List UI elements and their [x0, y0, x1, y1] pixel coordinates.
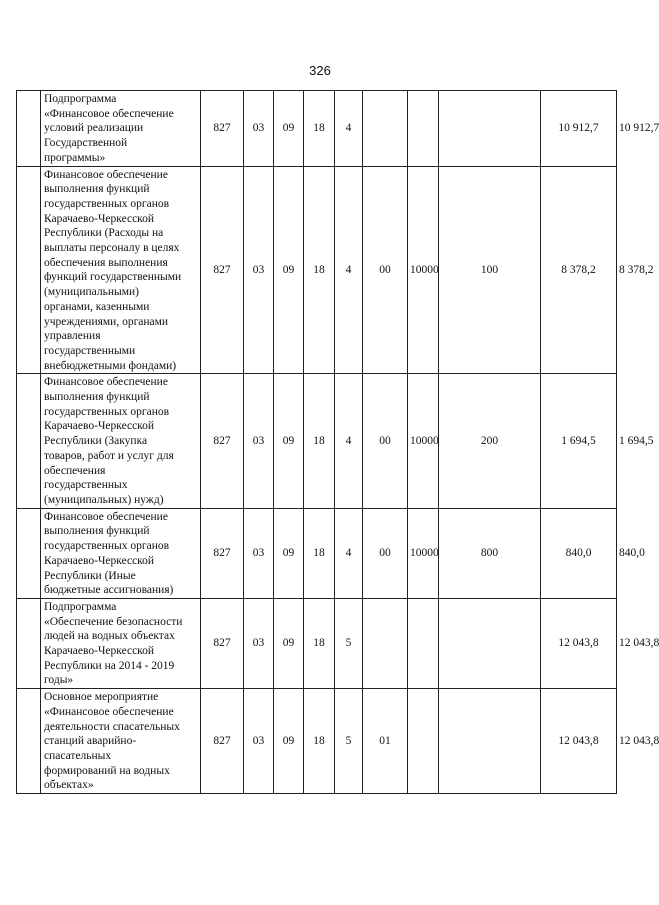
code-expense-type-cell — [439, 689, 541, 794]
item-name-line: программы» — [44, 151, 106, 164]
code-direction-cell: 10000 — [408, 166, 439, 374]
code-ved-cell: 827 — [201, 508, 244, 598]
blank-cell — [17, 166, 41, 374]
item-name-line: выполнения функций — [44, 391, 150, 404]
item-name-line: государственных органов — [44, 540, 170, 553]
item-name-line: учреждениями, органами — [44, 315, 169, 328]
code-subprogram-cell: 4 — [335, 166, 363, 374]
item-name-line: государственных — [44, 479, 128, 492]
item-name-cell — [41, 91, 201, 167]
item-name-cell — [41, 374, 201, 508]
code-event-cell: 01 — [363, 689, 408, 794]
code-subprogram-cell: 4 — [335, 91, 363, 167]
code-direction-cell — [408, 689, 439, 794]
item-name-line: Карачаево-Черкесской — [44, 212, 155, 225]
code-program-cell: 18 — [304, 598, 335, 688]
code-ved-cell: 827 — [201, 374, 244, 508]
code-program-cell: 18 — [304, 374, 335, 508]
item-name-line: Государственной — [44, 137, 128, 150]
item-name-line: обеспечения выполнения — [44, 256, 168, 269]
code-event-cell: 00 — [363, 508, 408, 598]
blank-cell — [17, 689, 41, 794]
item-name-line: «Финансовое обеспечение — [44, 705, 174, 718]
item-name-line: формирований на водных — [44, 764, 170, 777]
blank-cell — [17, 91, 41, 167]
code-direction-cell — [408, 598, 439, 688]
code-ved-cell: 827 — [201, 91, 244, 167]
code-event-cell — [363, 91, 408, 167]
item-name-line: государственными — [44, 344, 136, 357]
amount-1-cell: 10 912,7 — [541, 91, 617, 167]
item-name-cell — [41, 166, 201, 374]
amount-1-cell: 840,0 — [541, 508, 617, 598]
item-name-line: товаров, работ и услуг для — [44, 449, 174, 462]
code-section-cell: 03 — [244, 166, 274, 374]
code-ved-cell: 827 — [201, 598, 244, 688]
item-name-line: условий реализации — [44, 122, 144, 135]
code-section-cell: 03 — [244, 91, 274, 167]
budget-table — [16, 90, 659, 794]
item-name-line: государственных органов — [44, 405, 170, 418]
item-name-line: внебюджетными фондами) — [44, 359, 177, 372]
code-program-cell: 18 — [304, 689, 335, 794]
code-expense-type-cell: 200 — [439, 374, 541, 508]
code-program-cell: 18 — [304, 91, 335, 167]
code-subsection-cell: 09 — [274, 689, 304, 794]
item-name-line: деятельности спасательных — [44, 720, 180, 733]
item-name-line: выполнения функций — [44, 183, 150, 196]
code-expense-type-cell: 100 — [439, 166, 541, 374]
code-section-cell: 03 — [244, 374, 274, 508]
item-name-line: спасательных — [44, 749, 112, 762]
code-subprogram-cell: 4 — [335, 508, 363, 598]
code-event-cell — [363, 598, 408, 688]
item-name-line: государственных органов — [44, 197, 170, 210]
code-section-cell: 03 — [244, 689, 274, 794]
table-row: Основное мероприятие «Финансовое обеспечение деятельности спасательных станций аварийно- спасательных формирований на водных объектах» 827 03 09 18 5 01 12 043,8 12 043,8 — [17, 689, 617, 794]
item-name-line: Подпрограмма — [44, 600, 117, 613]
item-name-line: Финансовое обеспечение — [44, 376, 168, 389]
item-name-line: Подпрограмма — [44, 93, 117, 105]
table-row: Финансовое обеспечение выполнения функций государственных органов Карачаево-Черкесской Республики (Расходы на выплаты персоналу в целях обеспечения выполнения функций государственными (муниципальными) органами, казенными учреждениями, органами управления государственными внебюджетными фондами) 827 03 09 18 4 00 10000 100 8 378,2 8 378,2 — [17, 166, 617, 374]
item-name-line: выполнения функций — [44, 525, 150, 538]
item-name-line: Карачаево-Черкесской — [44, 554, 155, 567]
item-name-line: объектах» — [44, 779, 94, 792]
item-name-line: людей на водных объектах — [44, 630, 175, 643]
amount-1-cell: 12 043,8 — [541, 689, 617, 794]
code-subsection-cell: 09 — [274, 91, 304, 167]
item-name-line: органами, казенными — [44, 300, 150, 313]
code-section-cell: 03 — [244, 508, 274, 598]
item-name-line: обеспечения — [44, 464, 106, 477]
code-section-cell: 03 — [244, 598, 274, 688]
code-expense-type-cell — [439, 91, 541, 167]
item-name-line: бюджетные ассигнования) — [44, 584, 174, 597]
code-subprogram-cell: 4 — [335, 374, 363, 508]
blank-cell — [17, 374, 41, 508]
code-event-cell: 00 — [363, 374, 408, 508]
item-name-line: функций государственными — [44, 271, 182, 284]
item-name-line: «Обеспечение безопасности — [44, 615, 183, 628]
item-name-line: Карачаево-Черкесской — [44, 645, 155, 658]
code-event-cell: 00 — [363, 166, 408, 374]
table-row: Финансовое обеспечение выполнения функций государственных органов Карачаево-Черкесской Республики (Иные бюджетные ассигнования) 827 03 09 18 4 00 10000 800 840,0 840,0 — [17, 508, 617, 598]
code-program-cell: 18 — [304, 508, 335, 598]
item-name-line: Карачаево-Черкесской — [44, 420, 155, 433]
code-ved-cell: 827 — [201, 166, 244, 374]
code-direction-cell — [408, 91, 439, 167]
item-name-line: Финансовое обеспечение — [44, 168, 168, 181]
item-name-line: Финансовое обеспечение — [44, 510, 168, 523]
table-row: Подпрограмма «Финансовое обеспечение условий реализации Государственной программы» 827 03 09 18 4 10 912,7 10 912,7 — [17, 91, 617, 167]
code-subsection-cell: 09 — [274, 508, 304, 598]
blank-cell — [17, 598, 41, 688]
blank-cell — [17, 508, 41, 598]
code-subsection-cell: 09 — [274, 166, 304, 374]
code-subprogram-cell: 5 — [335, 598, 363, 688]
table-body — [17, 91, 659, 794]
item-name-line: «Финансовое обеспечение — [44, 107, 174, 120]
code-direction-cell: 10000 — [408, 508, 439, 598]
code-subprogram-cell: 5 — [335, 689, 363, 794]
item-name-line: Основное мероприятие — [44, 691, 159, 704]
item-name-line: (муниципальных) нужд) — [44, 493, 164, 506]
item-name-line: Республики (Закупка — [44, 435, 148, 448]
code-ved-cell: 827 — [201, 689, 244, 794]
item-name-line: управления — [44, 330, 101, 343]
item-name-line: Республики (Иные — [44, 569, 136, 582]
item-name-cell — [41, 598, 201, 688]
code-expense-type-cell: 800 — [439, 508, 541, 598]
item-name-line: Республики на 2014 - 2019 — [44, 659, 175, 672]
amount-1-cell: 8 378,2 — [541, 166, 617, 374]
code-subsection-cell: 09 — [274, 374, 304, 508]
code-direction-cell: 10000 — [408, 374, 439, 508]
table-row: Финансовое обеспечение выполнения функций государственных органов Карачаево-Черкесской Республики (Закупка товаров, работ и услуг для обеспечения государственных (муниципальных) нужд) 827 03 09 18 4 00 10000 200 1 694,5 1 694,5 — [17, 374, 617, 508]
table-row: Подпрограмма «Обеспечение безопасности людей на водных объектах Карачаево-Черкесской Республики на 2014 - 2019 годы» 827 03 09 18 5 12 043,8 12 043,8 — [17, 598, 617, 688]
amount-1-cell: 12 043,8 — [541, 598, 617, 688]
page-number: 326 — [309, 63, 331, 78]
code-subsection-cell: 09 — [274, 598, 304, 688]
code-program-cell: 18 — [304, 166, 335, 374]
item-name-line: (муниципальными) — [44, 286, 139, 299]
item-name-line: годы» — [44, 674, 74, 687]
amount-1-cell: 1 694,5 — [541, 374, 617, 508]
item-name-cell — [41, 508, 201, 598]
item-name-cell — [41, 689, 201, 794]
item-name-line: выплаты персоналу в целях — [44, 242, 180, 255]
code-expense-type-cell — [439, 598, 541, 688]
item-name-line: Республики (Расходы на — [44, 227, 164, 240]
item-name-line: станций аварийно- — [44, 735, 137, 748]
